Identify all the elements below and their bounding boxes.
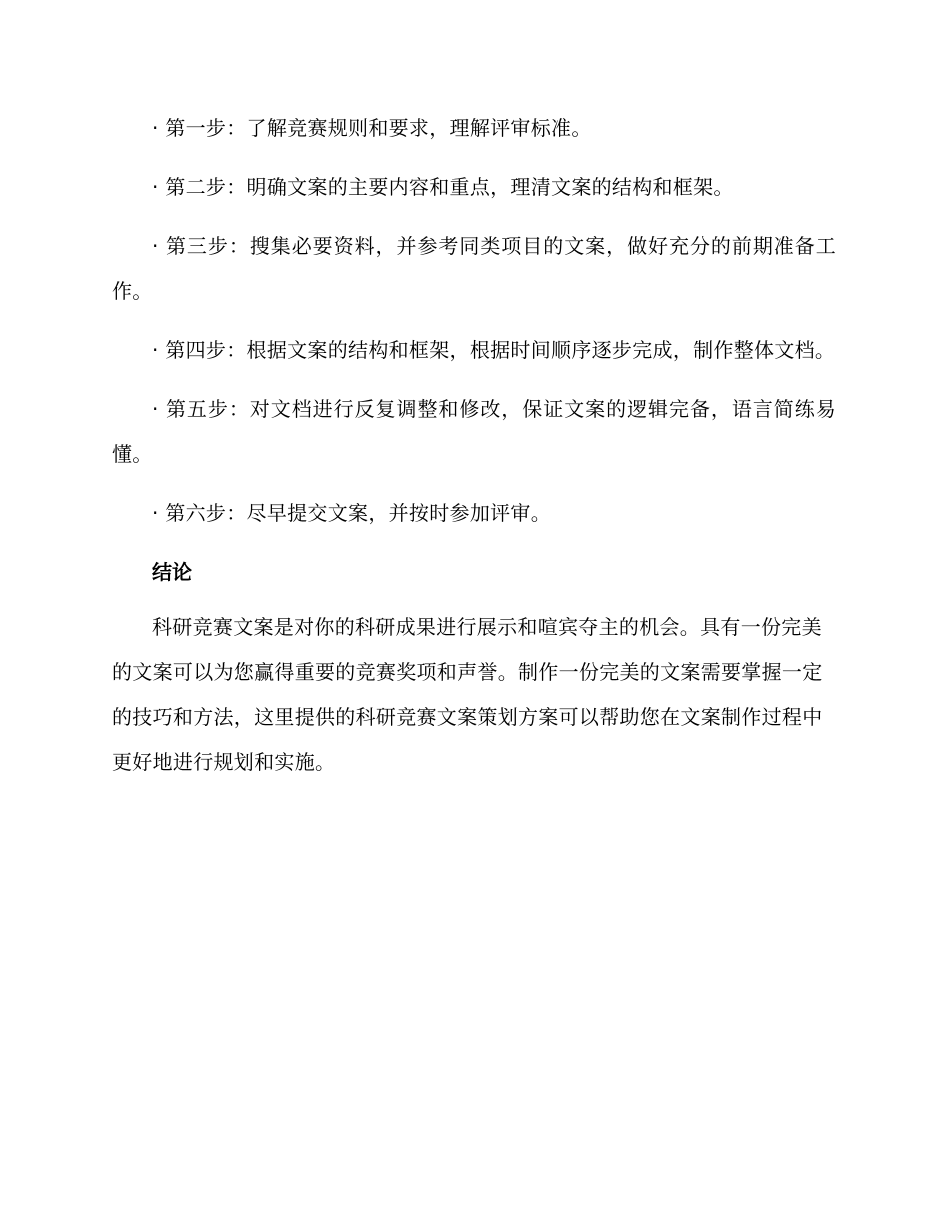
step-item-5: · 第五步：对文档进行反复调整和修改，保证文案的逻辑完备，语言简练易懂。: [112, 397, 836, 466]
step-item-3: · 第三步：搜集必要资料，并参考同类项目的文案，做好充分的前期准备工作。: [112, 234, 836, 303]
step-item-2: · 第二步：明确文案的主要内容和重点，理清文案的结构和框架。: [152, 175, 734, 199]
conclusion-heading: 结论: [152, 560, 192, 584]
conclusion-paragraph: 科研竞赛文案是对你的科研成果进行展示和喧宾夺主的机会。具有一份完美的文案可以为您赢得重要的竞赛奖项和声誉。制作一份完美的文案需要掌握一定的技巧和方法，这里提供的科研竞赛文案策划方案可以帮助您在文案制作过程中更好地进行规划和实施。: [112, 615, 823, 774]
step-item-6: · 第六步：尽早提交文案，并按时参加评审。: [152, 501, 552, 525]
step-item-4: · 第四步：根据文案的结构和框架，根据时间顺序逐步完成，制作整体文档。: [152, 338, 836, 362]
document-page: [112, 106, 836, 785]
step-item-1: · 第一步：了解竞赛规则和要求，理解评审标准。: [152, 116, 592, 140]
